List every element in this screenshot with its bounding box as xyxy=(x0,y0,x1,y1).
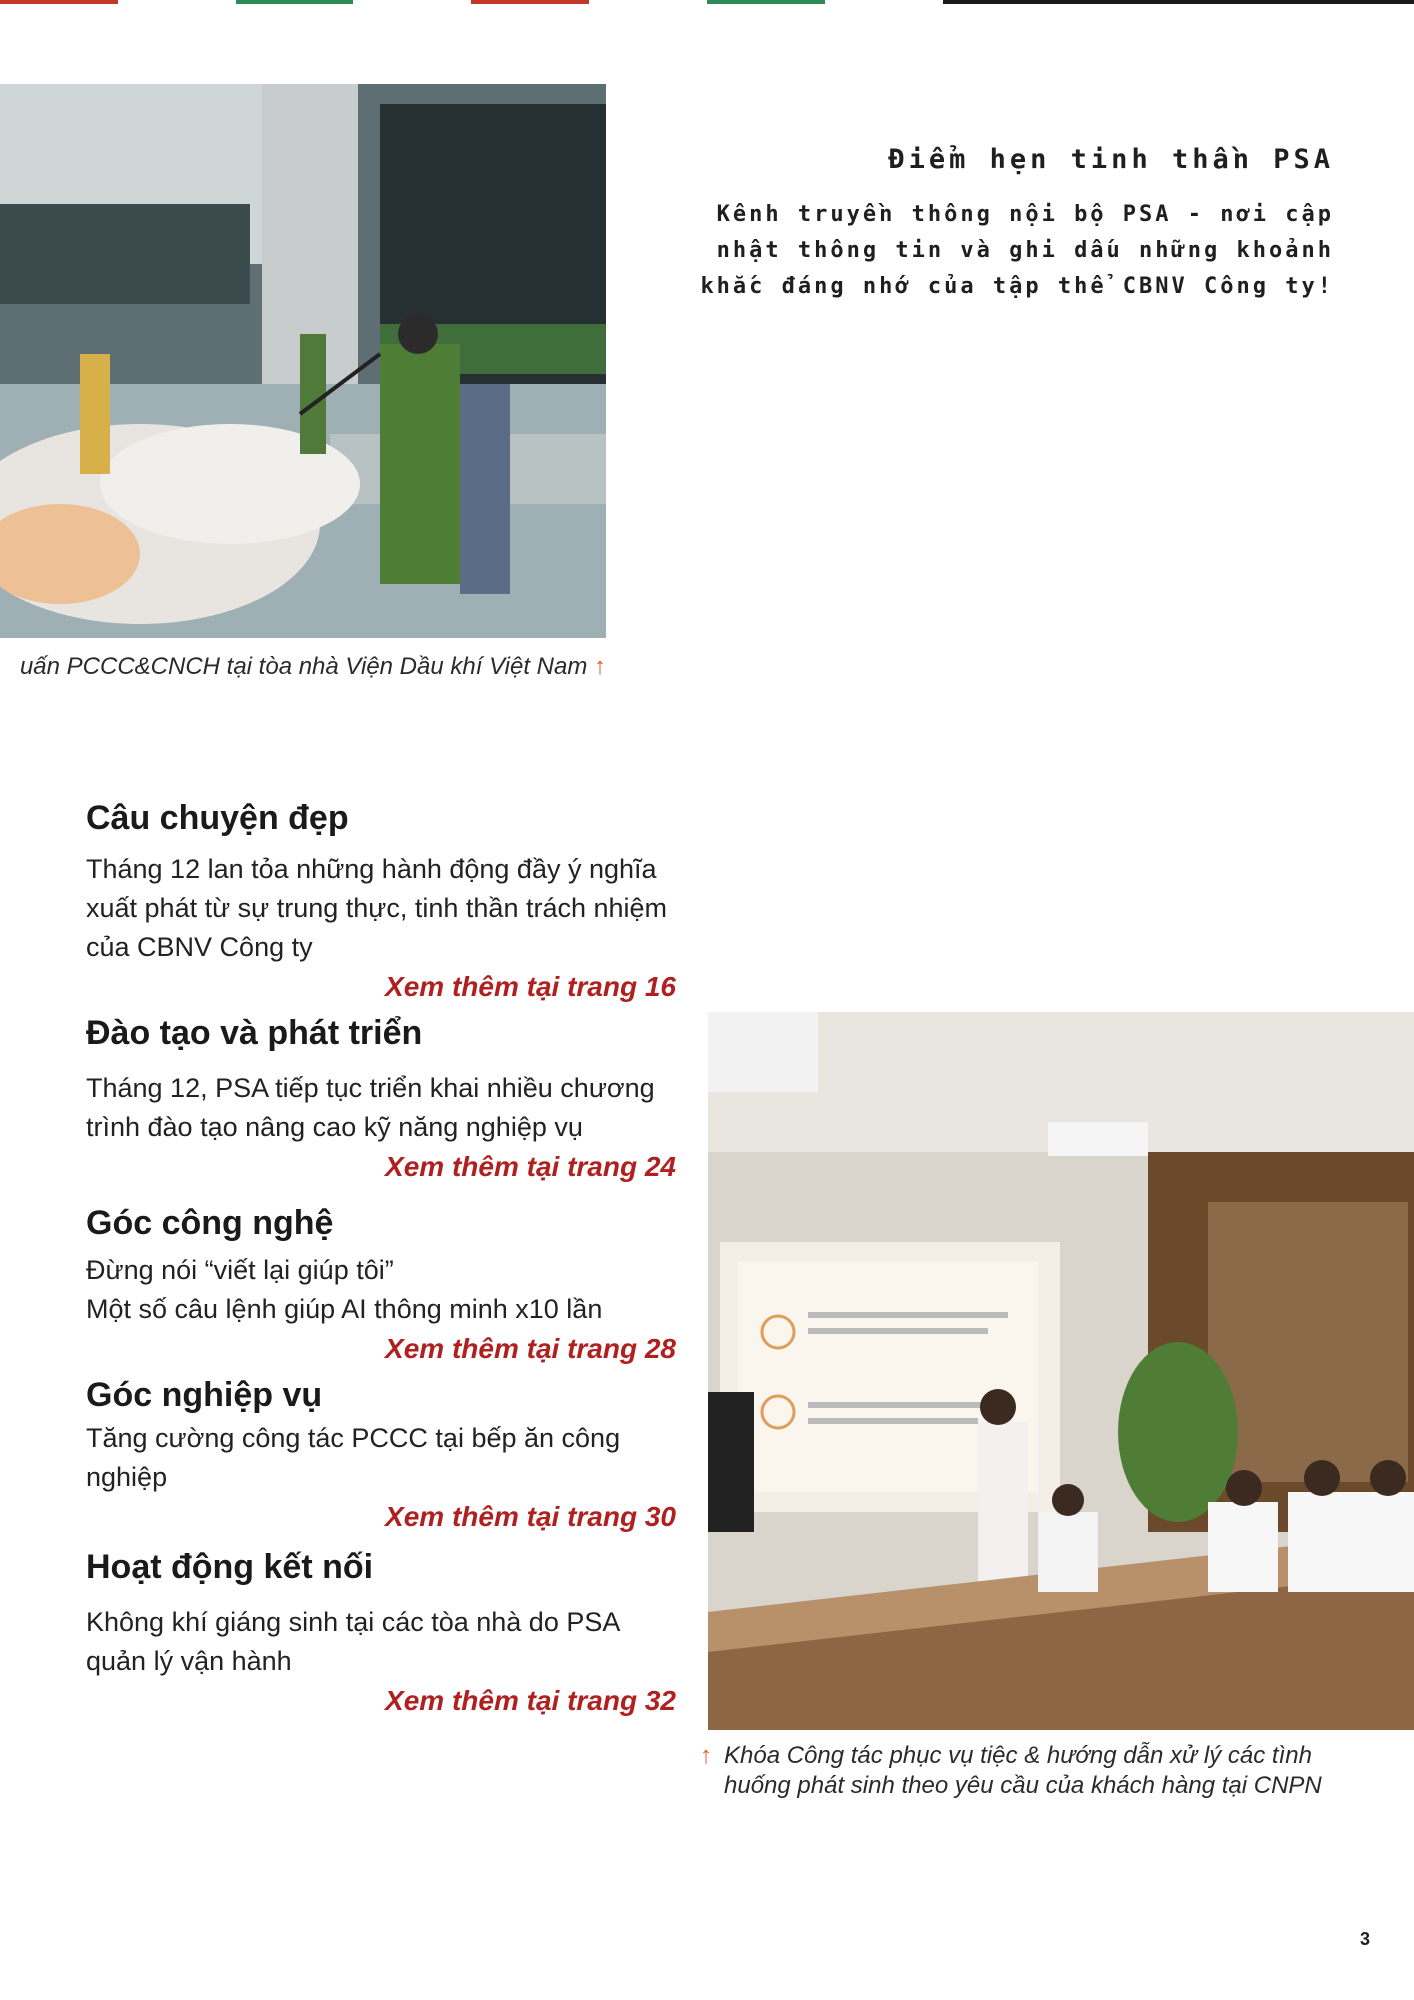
toc-item-description: Tháng 12 lan tỏa những hành động đầy ý nghĩa xuất phát từ sự trung thực, tinh thần trách nhiệm của CBNV Công ty xyxy=(86,854,668,962)
subtitle-line-1: Kênh truyền thông nội bộ PSA - nơi cập xyxy=(716,202,1334,227)
toc-item-goc-nghiep-vu xyxy=(86,1373,676,1537)
see-more-link[interactable]: Xem thêm tại trang 28 xyxy=(385,1333,676,1364)
toc-item-description: Không khí giáng sinh tại các tòa nhà do PSA quản lý vận hành xyxy=(86,1607,619,1676)
masthead-tagline xyxy=(700,144,1334,305)
toc-item-title: Góc nghiệp vụ xyxy=(86,1376,323,1414)
toc-item-hoat-dong-ket-noi xyxy=(86,1545,676,1721)
see-more-link[interactable]: Xem thêm tại trang 16 xyxy=(385,971,676,1002)
toc-item-goc-cong-nghe xyxy=(86,1201,676,1369)
top-photo-caption: uấn PCCC&CNCH tại tòa nhà Viện Dầu khí Việt Nam ↑ xyxy=(19,653,606,680)
see-more-link[interactable]: Xem thêm tại trang 30 xyxy=(385,1501,676,1532)
toc-item-title: Hoạt động kết nối xyxy=(86,1548,374,1586)
bottom-photo-caption: ↑ Khóa Công tác phục vụ tiệc & hướng dẫn xử lý các tình huống phát sinh theo yêu cầu của khách hàng tại CNPN xyxy=(700,1742,1322,1799)
section-title: Điểm hẹn tinh thần PSA xyxy=(888,144,1334,175)
arrow-up-icon: ↑ xyxy=(594,653,606,680)
see-more-link[interactable]: Xem thêm tại trang 32 xyxy=(385,1685,676,1716)
toc-item-title: Góc công nghệ xyxy=(86,1204,334,1242)
contents-list xyxy=(86,796,676,1721)
toc-item-description: Tháng 12, PSA tiếp tục triển khai nhiều chương trình đào tạo nâng cao kỹ năng nghiệp vụ xyxy=(86,1073,655,1142)
arrow-up-icon: ↑ xyxy=(700,1742,712,1769)
toc-item-description-line-2: Một số câu lệnh giúp AI thông minh x10 lần xyxy=(86,1294,603,1324)
subtitle-line-2: nhật thông tin và ghi dấu những khoảnh xyxy=(716,238,1334,263)
toc-item-description: Tăng cường công tác PCCC tại bếp ăn công nghiệp xyxy=(86,1423,621,1492)
toc-item-cau-chuyen-dep xyxy=(86,796,676,1007)
top-color-strip xyxy=(0,0,1414,4)
fire-drill-photo xyxy=(0,84,606,638)
toc-item-description-line-1: Đừng nói “viết lại giúp tôi” xyxy=(86,1255,394,1285)
toc-item-title: Đào tạo và phát triển xyxy=(86,1014,423,1052)
page-number: 3 xyxy=(1359,1929,1370,1949)
toc-item-title: Câu chuyện đẹp xyxy=(86,799,349,837)
see-more-link[interactable]: Xem thêm tại trang 24 xyxy=(385,1151,676,1182)
toc-item-dao-tao xyxy=(86,1011,676,1187)
subtitle-line-3: khắc đáng nhớ của tập thể CBNV Công ty! xyxy=(700,274,1334,299)
training-session-photo xyxy=(708,1012,1414,1730)
